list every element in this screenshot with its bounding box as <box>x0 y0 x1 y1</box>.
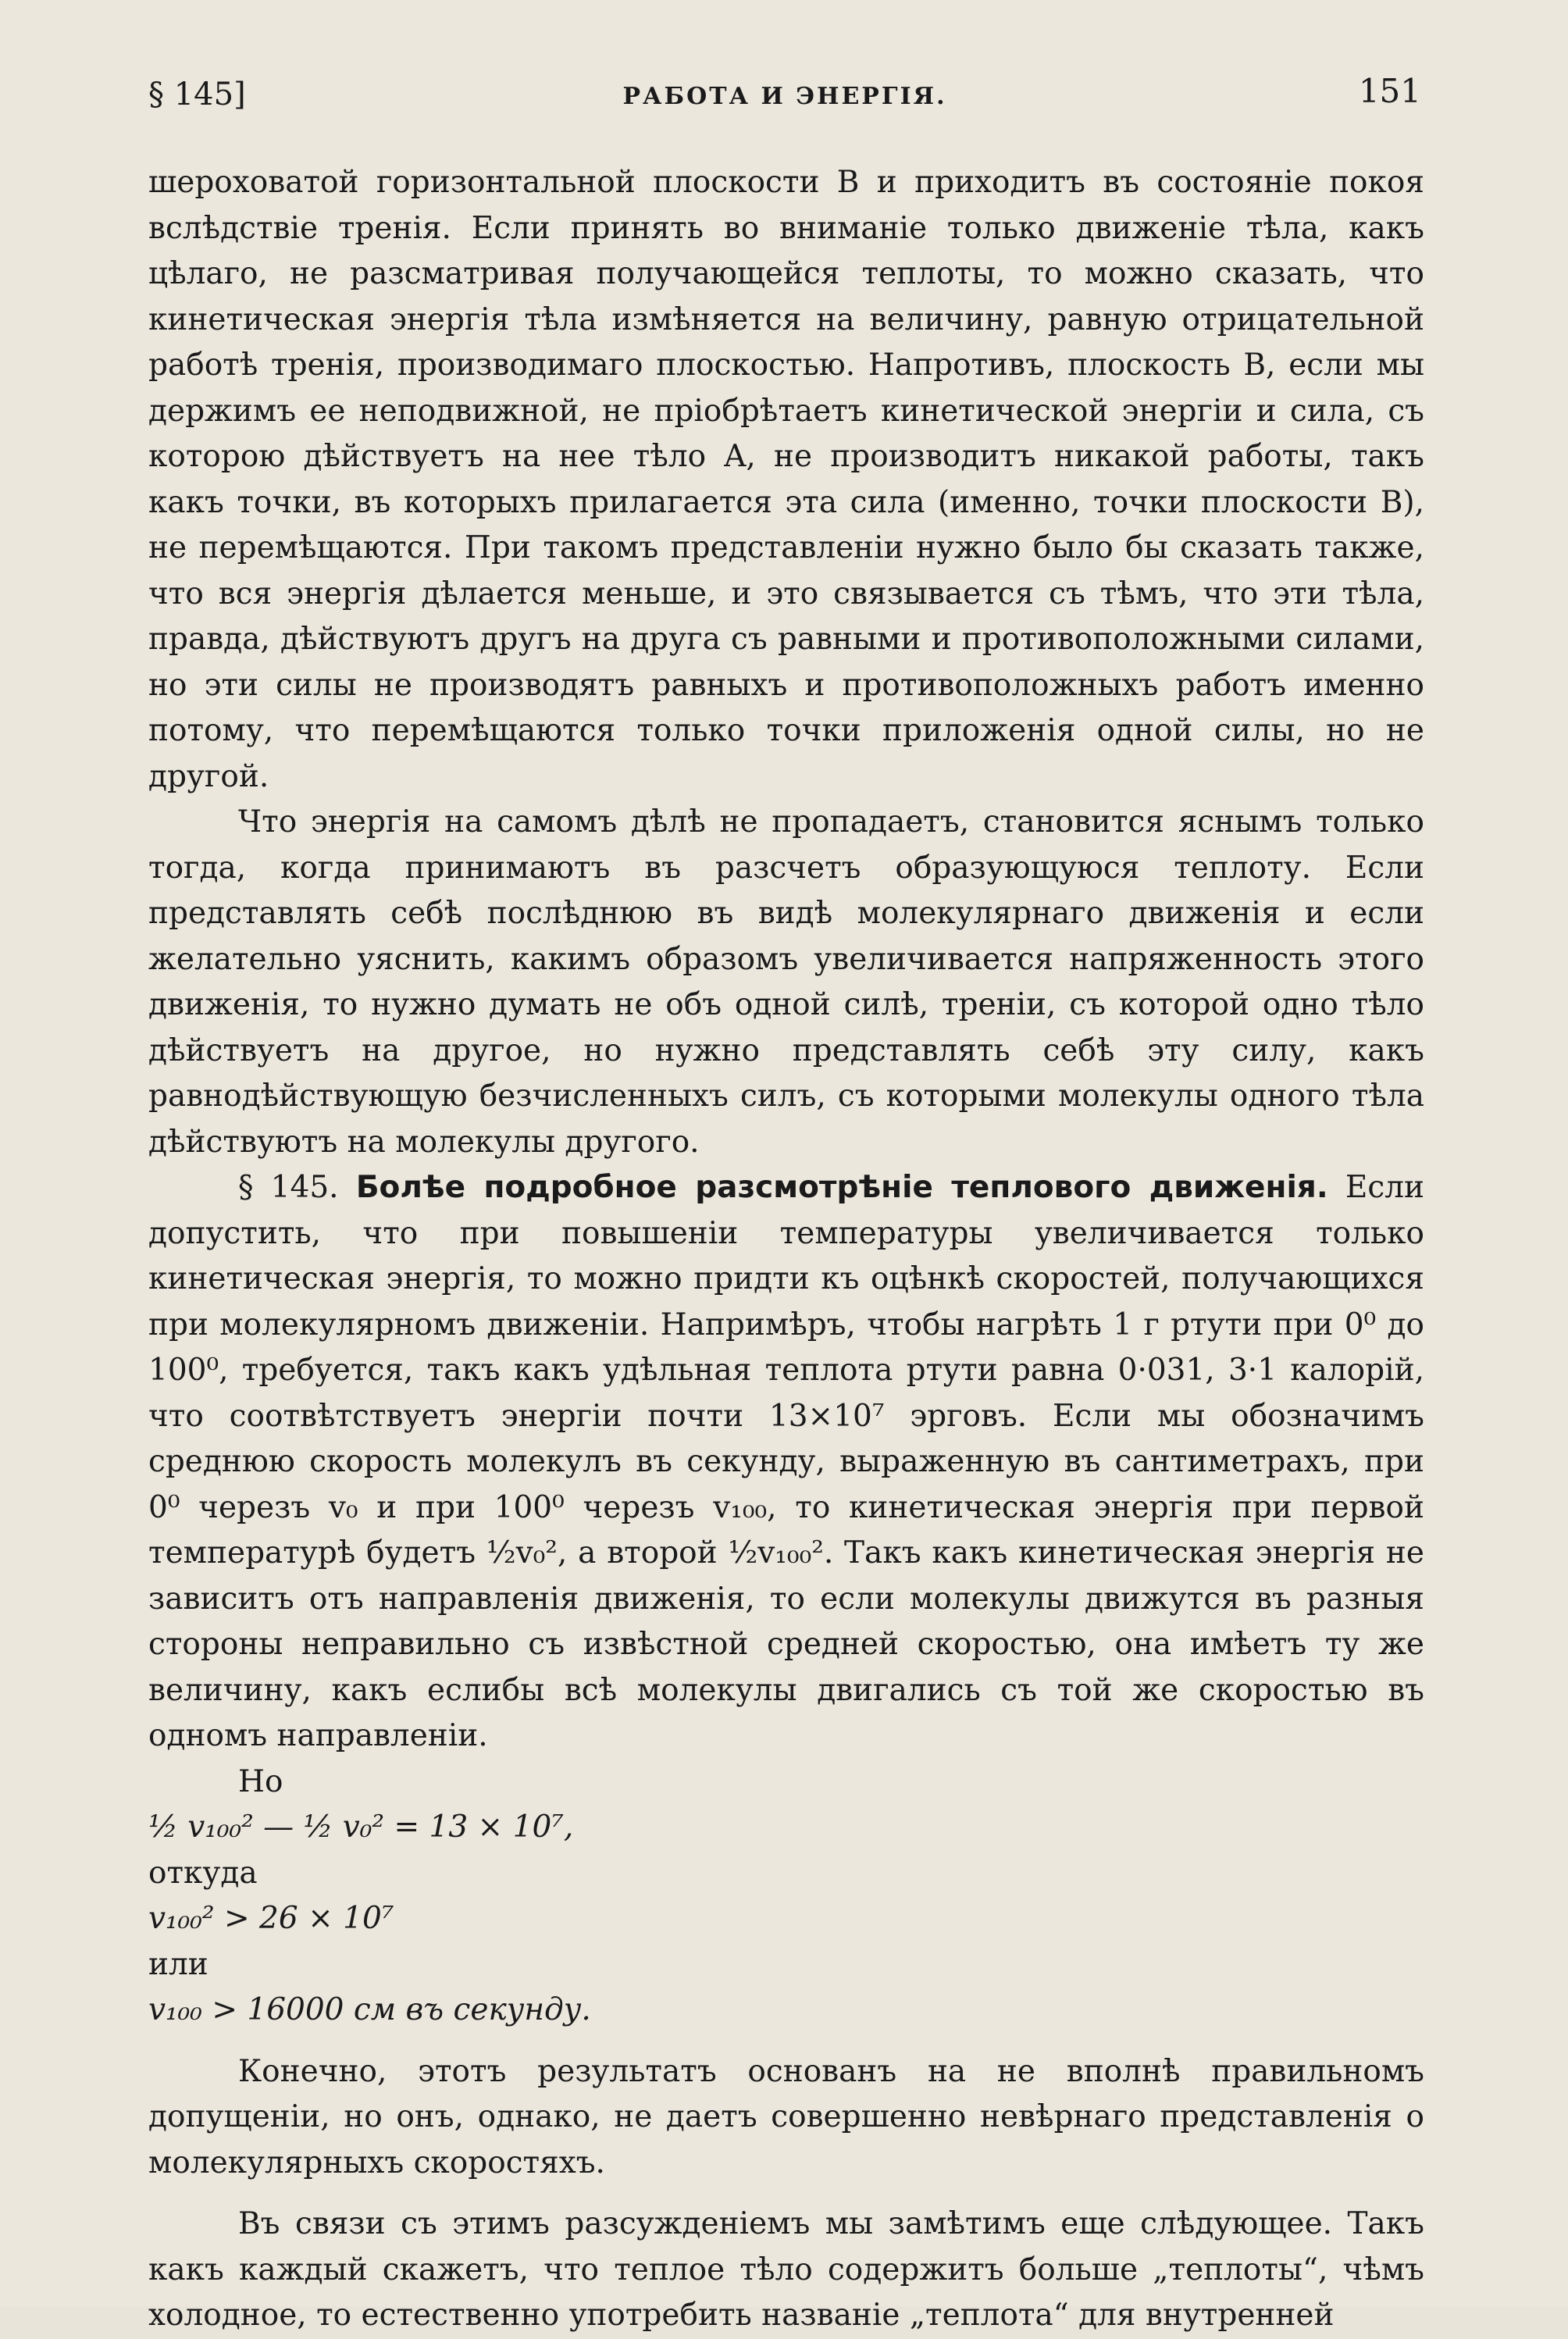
paragraph-3-text: Если допустить, что при повышеніи температуры увеличивается только кинетическая энергія, то можно придти къ оцѣнкѣ скоростей, получающихся при молекулярномъ движеніи. Напримѣръ, чтобы нагрѣть 1 г ртути при 0⁰ до 100⁰, требуется, такъ какъ удѣльная теплота ртути равна 0·031, 3·1 калорій, что соотвѣтствуетъ энергіи почти 13×10⁷ эрговъ. Если мы обозначимъ среднюю скорость молекулъ въ секунду, выраженную въ сантиметрахъ, при 0⁰ черезъ v₀ и при 100⁰ черезъ v₁₀₀, то кинетическая энергія при первой температурѣ будетъ ½v₀², а второй ½v₁₀₀². Такъ какъ кинетическая энергія не зависитъ отъ направленія движенія, то если молекулы движутся въ разныя стороны неправильно съ извѣстной средней скоростью, она имѣетъ ту же величину, какъ еслибы всѣ молекулы двигались съ той же скоростью въ одномъ направленіи. <box>148 1170 1424 1753</box>
equation-2: v₁₀₀² > 26 × 10⁷ <box>148 1901 394 1936</box>
equation-3: v₁₀₀ > 16000 см въ секунду. <box>148 1992 591 2027</box>
paragraph-4: Конечно, этотъ результатъ основанъ на не вполнѣ правильномъ допущеніи, но онъ, однако, не даетъ совершенно невѣрнаго представленія о молекулярныхъ скоростяхъ. <box>148 2053 1424 2180</box>
word-no: Но <box>238 1763 283 1799</box>
running-title: РАБОТА И ЭНЕРГІЯ. <box>622 83 947 110</box>
paragraph-1: шероховатой горизонтальной плоскости B и приходитъ въ состояніе покоя вслѣдствіе тренія. Если принять во вниманіе только движеніе тѣла, какъ цѣлаго, не разсматривая получающейся теплоты, то можно сказать, что кинетическая энергія тѣла измѣняется на величину, равную отрицательной работѣ тренія, производимаго плоскостью. Напротивъ, плоскость B, если мы держимъ ее неподвижной, не пріобрѣтаетъ кинетической энергіи и сила, съ которою дѣйствуетъ на нее тѣло A, не производитъ никакой работы, такъ какъ точки, въ которыхъ прилагается эта сила (именно, точки плоскости B), не перемѣщаются. При такомъ представленіи нужно было бы сказать также, что вся энергія дѣлается меньше, и это связывается съ тѣмъ, что эти тѣла, правда, дѣйствуютъ другъ на друга съ равными и противоположными силами, но эти силы не производятъ равныхъ и противоположныхъ работъ именно потому, что перемѣщаются только точки приложенія одной силы, но не другой. <box>148 165 1424 794</box>
page-number: 151 <box>1358 72 1421 110</box>
section-reference: § 145] <box>148 77 246 112</box>
running-header <box>148 72 1421 119</box>
word-otkuda: откуда <box>148 1855 258 1891</box>
page-body <box>148 160 1424 2339</box>
paragraph-3 <box>148 1165 1424 1760</box>
section-heading: Болѣе подробное разсмотрѣніе теплового движенія. <box>355 1170 1328 1205</box>
word-ili: или <box>148 1946 208 1982</box>
paragraph-5: Въ связи съ этимъ разсужденіемъ мы замѣтимъ еще слѣдующее. Такъ какъ каждый скажетъ, что теплое тѣло содержитъ больше „теплоты“, чѣмъ холодное, то естественно употребить названіе „теплота“ для внутренней <box>148 2206 1424 2333</box>
equation-1: ½ v₁₀₀² — ½ v₀² = 13 × 10⁷, <box>148 1810 574 1845</box>
section-number: § 145. <box>238 1170 339 1205</box>
paragraph-2: Что энергія на самомъ дѣлѣ не пропадаетъ, становится яснымъ только тогда, когда принимаютъ въ разсчетъ образующуюся теплоту. Если представлять себѣ послѣднюю въ видѣ молекулярнаго движенія и если желательно уяснить, какимъ образомъ увеличивается напряженность этого движенія, то нужно думать не объ одной силѣ, треніи, съ которой одно тѣло дѣйствуетъ на другое, но нужно представлять себѣ эту силу, какъ равнодѣйствующую безчисленныхъ силъ, съ которыми молекулы одного тѣла дѣйствуютъ на молекулы другого. <box>148 804 1424 1160</box>
